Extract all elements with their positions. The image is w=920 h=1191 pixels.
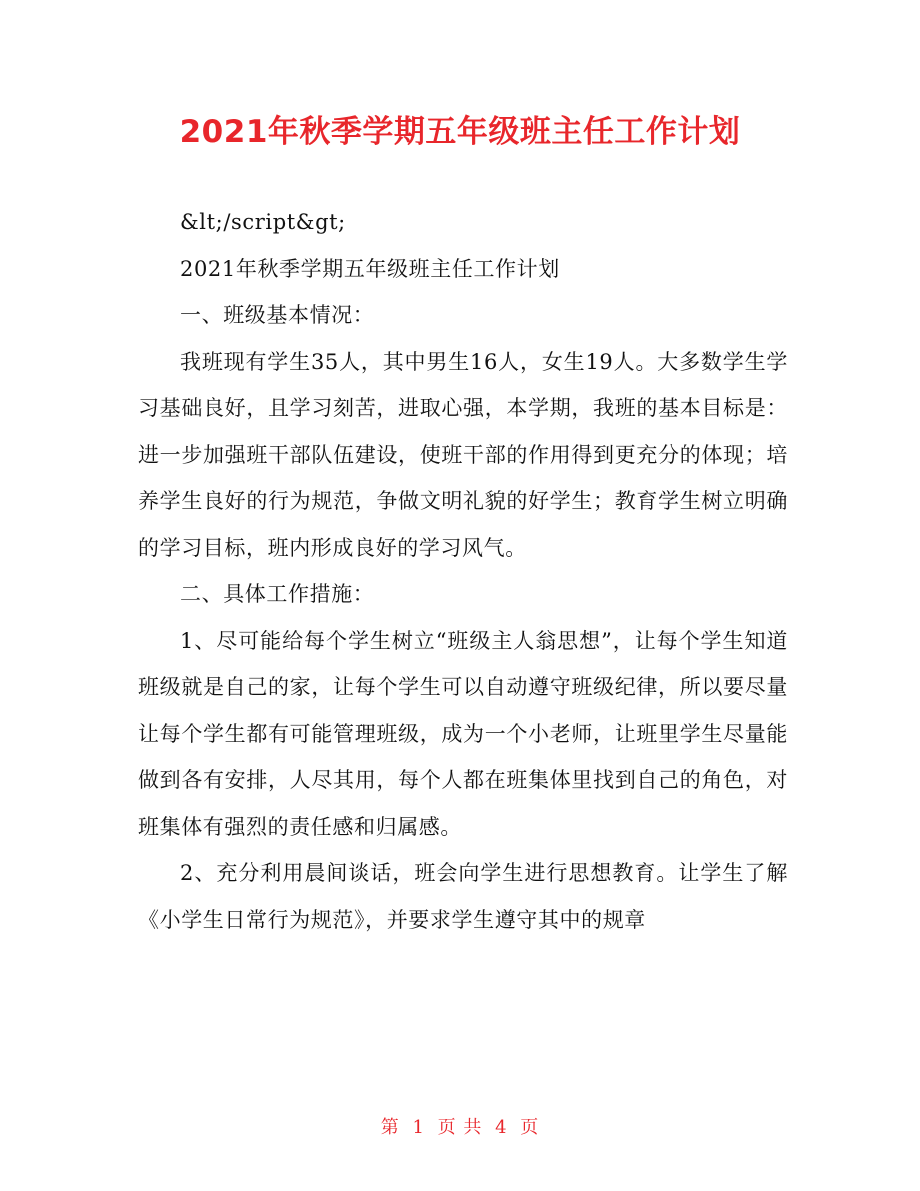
body-paragraph: 2021年秋季学期五年级班主任工作计划 [180, 256, 560, 281]
section-heading: 一、班级基本情况： [180, 303, 375, 327]
total-pages-number: 4 [495, 1117, 508, 1138]
document-title: 2021年秋季学期五年级班主任工作计划 [179, 114, 741, 150]
section-heading: 二、具体工作措施： [180, 582, 375, 606]
page-footer [0, 1113, 920, 1139]
body-paragraph: &lt;/script&gt; [180, 210, 346, 234]
page-mid: 页 共 [437, 1117, 483, 1138]
body-paragraph: 2、充分利用晨间谈话，班会向学生进行思想教育。让学生了解《小学生日常行为规范》，并要求学生遵守其中的规章 [138, 861, 788, 932]
body-paragraph: 我班现有学生35人，其中男生16人，女生19人。大多数学生学习基础良好，且学习刻苦，进取心强，本学期，我班的基本目标是：进一步加强班干部队伍建设，使班干部的作用得到更充分的体现；培养学生良好的行为规范，争做文明礼貌的好学生；教育学生树立明确的学习目标，班内形成良好的学习风气。 [138, 349, 788, 560]
page-suffix: 页 [520, 1117, 540, 1138]
page-prefix: 第 [380, 1117, 400, 1138]
current-page-number: 1 [412, 1117, 425, 1138]
document-body [138, 199, 788, 943]
body-paragraph: 1、尽可能给每个学生树立“班级主人翁思想”，让每个学生知道班级就是自己的家，让每个学生可以自动遵守班级纪律，所以要尽量让每个学生都有可能管理班级，成为一个小老师，让班里学生尽量能做到各有安排，人尽其用，每个人都在班集体里找到自己的角色，对班集体有强烈的责任感和归属感。 [138, 628, 788, 839]
